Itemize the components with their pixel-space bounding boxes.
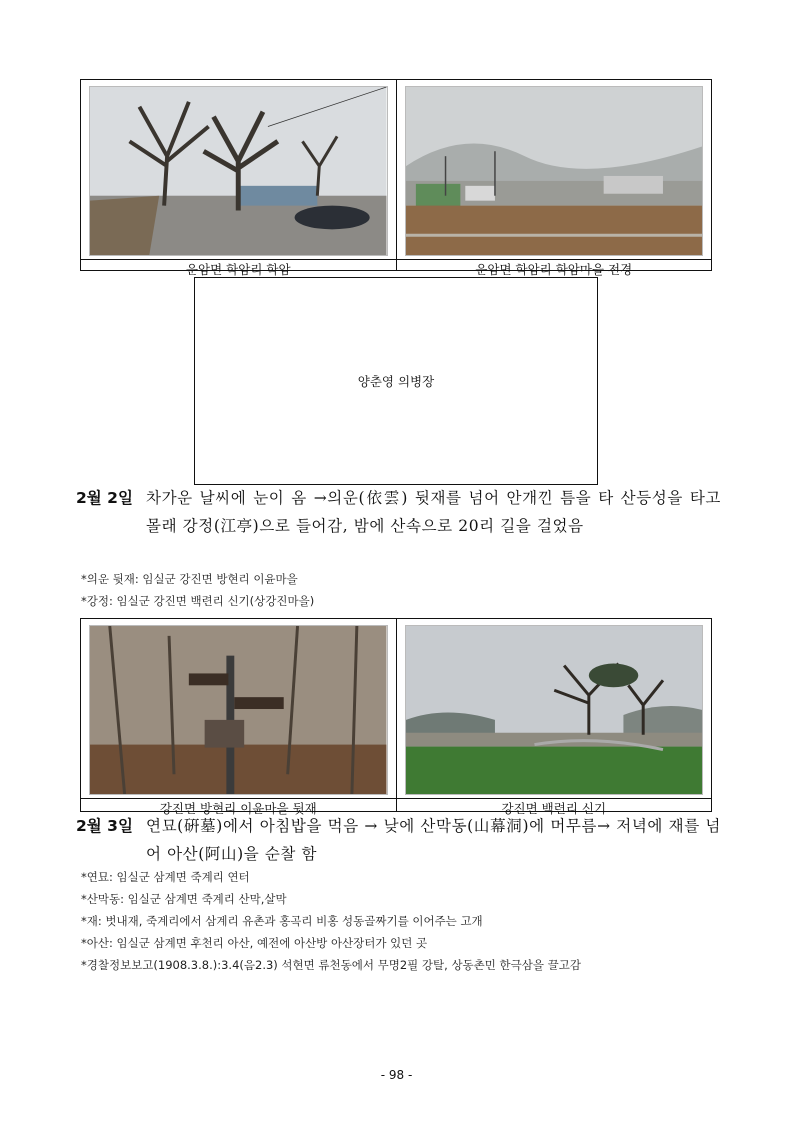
entry-text: 차가운 날씨에 눈이 옴 →의운(依雲) 뒷재를 넘어 안개낀 틈을 타 산등성을 타고 몰래 강정(江亭)으로 들어감, 밤에 산속으로 20리 길을 걸었음	[146, 489, 721, 535]
note-line: *경찰정보보고(1908.3.8.):3.4(음2.3) 석현면 류천동에서 무명2필 강탈, 상동촌민 한극삼을 끌고감	[81, 958, 581, 972]
entry-date: 2월 3일	[76, 817, 133, 835]
entry-text: 연묘(硏墓)에서 아침밥을 먹음 → 낮에 산막동(山幕洞)에 머무름→ 저녁에 재를 넘어 아산(阿山)을 순찰 함	[146, 817, 721, 863]
note-line: *아산: 임실군 삼계면 후천리 아산, 예전에 아산방 아산장터가 있던 곳	[81, 936, 428, 950]
entry-date: 2월 2일	[76, 489, 133, 507]
caption-singi: 강진면 백련리 신기	[397, 798, 712, 818]
photo-table-1	[80, 79, 712, 278]
photo-cell-hakam	[81, 80, 396, 278]
hakam-village-photo	[405, 86, 704, 256]
photo-cell-hakam-village	[396, 80, 712, 278]
note-line: *재: 벗내재, 죽계리에서 삼계리 유촌과 홍곡리 비홍 성동골짜기를 이어주는 고개	[81, 914, 483, 928]
photo-cell-iyun-pass	[81, 619, 396, 817]
note-line: *산막동: 임실군 삼계면 죽계리 산막,살막	[81, 892, 287, 906]
page-number: - 98 -	[380, 1068, 413, 1082]
caption-iyun-pass: 강진면 방현리 이윤마을 뒷재	[81, 798, 396, 818]
iyun-pass-photo	[89, 625, 388, 795]
portrait-caption: 양춘영 의병장	[357, 374, 435, 389]
caption-hakam: 운암면 학암리 학암	[81, 259, 396, 279]
note-line: *연묘: 임실군 삼계면 죽계리 연터	[81, 870, 250, 884]
note-line: *강정: 임실군 강진면 백련리 신기(상강진마을)	[81, 594, 315, 608]
singi-photo	[405, 625, 704, 795]
entry-feb-3	[76, 812, 721, 868]
caption-hakam-village: 운암면 학암리 학암마을 전경	[397, 259, 712, 279]
photo-table-2	[80, 618, 712, 817]
photo-cell-singi	[396, 619, 712, 817]
portrait-frame	[194, 277, 598, 485]
hakam-trees-photo	[89, 86, 388, 256]
note-line: *의운 뒷재: 임실군 강진면 방현리 이윤마을	[81, 572, 298, 586]
entry-feb-2	[76, 484, 721, 540]
